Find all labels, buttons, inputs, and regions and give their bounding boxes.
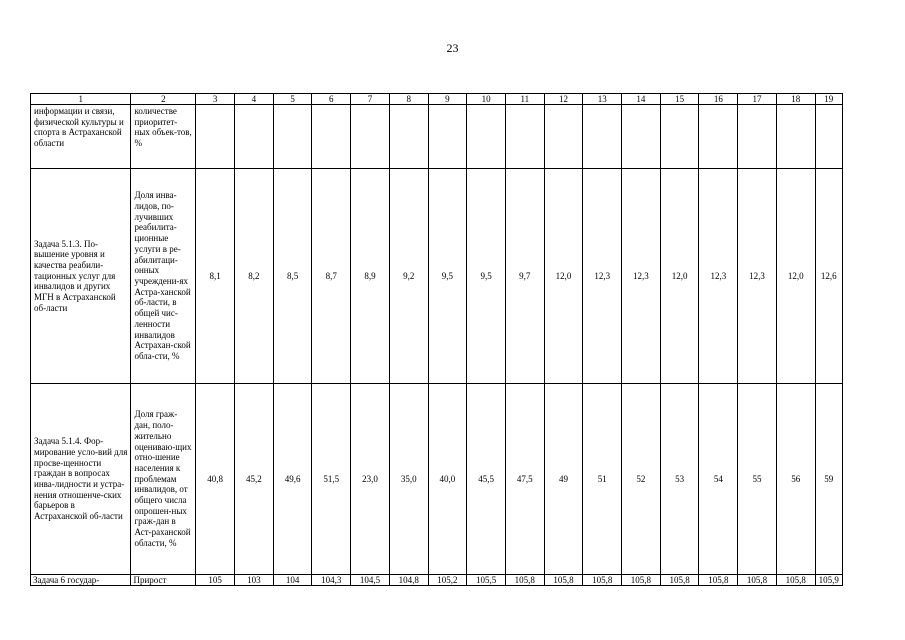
column-header: 14	[622, 94, 661, 105]
value-cell: 103	[235, 575, 274, 586]
column-header: 15	[660, 94, 699, 105]
value-cell: 47,5	[505, 384, 544, 575]
value-cell: 105,8	[505, 575, 544, 586]
value-cell: 105,8	[776, 575, 815, 586]
column-header: 4	[235, 94, 274, 105]
value-cell: 105,8	[738, 575, 777, 586]
column-header: 10	[467, 94, 506, 105]
column-header: 16	[699, 94, 738, 105]
value-cell: 8,1	[196, 169, 235, 384]
value-cell: 104,5	[351, 575, 390, 586]
value-cell	[699, 105, 738, 169]
value-cell: 104,3	[312, 575, 351, 586]
value-cell: 12,3	[622, 169, 661, 384]
value-cell	[660, 105, 699, 169]
value-cell: 8,5	[273, 169, 312, 384]
table-row	[31, 105, 843, 169]
value-cell	[544, 105, 583, 169]
value-cell: 9,5	[467, 169, 506, 384]
value-cell	[467, 105, 506, 169]
value-cell: 12,0	[544, 169, 583, 384]
value-cell: 105,8	[660, 575, 699, 586]
value-cell	[428, 105, 467, 169]
column-header: 5	[273, 94, 312, 105]
value-cell: 49,6	[273, 384, 312, 575]
value-cell	[196, 105, 235, 169]
task-cell: Задача 6 государ-	[31, 575, 131, 586]
value-cell	[312, 105, 351, 169]
table-row	[31, 384, 843, 575]
value-cell: 55	[738, 384, 777, 575]
page-number: 23	[446, 41, 459, 55]
value-cell: 56	[776, 384, 815, 575]
value-cell: 105,8	[622, 575, 661, 586]
column-header: 8	[389, 94, 428, 105]
value-cell: 51	[583, 384, 622, 575]
value-cell: 12,0	[660, 169, 699, 384]
value-cell	[351, 105, 390, 169]
value-cell	[273, 105, 312, 169]
value-cell	[815, 105, 842, 169]
column-header: 12	[544, 94, 583, 105]
value-cell: 23,0	[351, 384, 390, 575]
column-header: 13	[583, 94, 622, 105]
value-cell: 12,3	[738, 169, 777, 384]
value-cell: 9,5	[428, 169, 467, 384]
header-row	[31, 94, 843, 105]
column-header: 9	[428, 94, 467, 105]
value-cell: 12,6	[815, 169, 842, 384]
column-header: 7	[351, 94, 390, 105]
indicators-table	[30, 93, 843, 586]
value-cell: 54	[699, 384, 738, 575]
value-cell: 8,9	[351, 169, 390, 384]
indicator-cell: Доля граж-дан, поло-жительно оцениваю-щих отно-шение населения к проблемам инвалидов, от общего числа опрошен-ных граж-дан в Аст-раханской области, %	[131, 384, 196, 575]
column-header: 18	[776, 94, 815, 105]
column-header: 1	[31, 94, 131, 105]
value-cell	[389, 105, 428, 169]
value-cell: 35,0	[389, 384, 428, 575]
value-cell	[505, 105, 544, 169]
column-header: 2	[131, 94, 196, 105]
value-cell: 53	[660, 384, 699, 575]
value-cell: 59	[815, 384, 842, 575]
value-cell: 51,5	[312, 384, 351, 575]
value-cell	[776, 105, 815, 169]
column-header: 11	[505, 94, 544, 105]
task-cell: информации и связи, физической культуры и спорта в Астраханской области	[31, 105, 131, 169]
value-cell: 105,2	[428, 575, 467, 586]
value-cell	[583, 105, 622, 169]
column-header: 6	[312, 94, 351, 105]
task-cell: Задача 5.1.3. По-вышение уровня и качества реабили-тационных услуг для инвалидов и других МГН в Астраханской об-ласти	[31, 169, 131, 384]
value-cell: 52	[622, 384, 661, 575]
value-cell: 40,8	[196, 384, 235, 575]
value-cell: 12,3	[583, 169, 622, 384]
task-cell: Задача 5.1.4. Фор-мирование усло-вий для просве-щенности граждан в вопросах инва-лидности и устра-нения отношенче-ских барьеров в Астраханской об-ласти	[31, 384, 131, 575]
value-cell: 105,8	[699, 575, 738, 586]
indicator-cell: Прирост	[131, 575, 196, 586]
value-cell: 104,8	[389, 575, 428, 586]
value-cell: 105,5	[467, 575, 506, 586]
indicator-cell: Доля инва-лидов, по-лучивших реабилита-ционные услуги в ре-абилитаци-онных учреждени-ях Астра-ханской об-ласти, в общей чис-ленности инвалидов Астрахан-ской обла-сти, %	[131, 169, 196, 384]
value-cell: 49	[544, 384, 583, 575]
value-cell: 8,2	[235, 169, 274, 384]
value-cell: 9,7	[505, 169, 544, 384]
value-cell: 105,9	[815, 575, 842, 586]
value-cell: 12,3	[699, 169, 738, 384]
value-cell: 8,7	[312, 169, 351, 384]
value-cell: 45,5	[467, 384, 506, 575]
value-cell	[622, 105, 661, 169]
value-cell: 45,2	[235, 384, 274, 575]
value-cell: 104	[273, 575, 312, 586]
value-cell: 105,8	[544, 575, 583, 586]
table-row	[31, 575, 843, 586]
column-header: 17	[738, 94, 777, 105]
value-cell: 105,8	[583, 575, 622, 586]
value-cell	[738, 105, 777, 169]
value-cell: 40,0	[428, 384, 467, 575]
column-header: 19	[815, 94, 842, 105]
value-cell: 9,2	[389, 169, 428, 384]
value-cell: 105	[196, 575, 235, 586]
value-cell: 12,0	[776, 169, 815, 384]
column-header: 3	[196, 94, 235, 105]
indicator-cell: количестве приоритет-ных объек-тов, %	[131, 105, 196, 169]
value-cell	[235, 105, 274, 169]
table-row	[31, 169, 843, 384]
